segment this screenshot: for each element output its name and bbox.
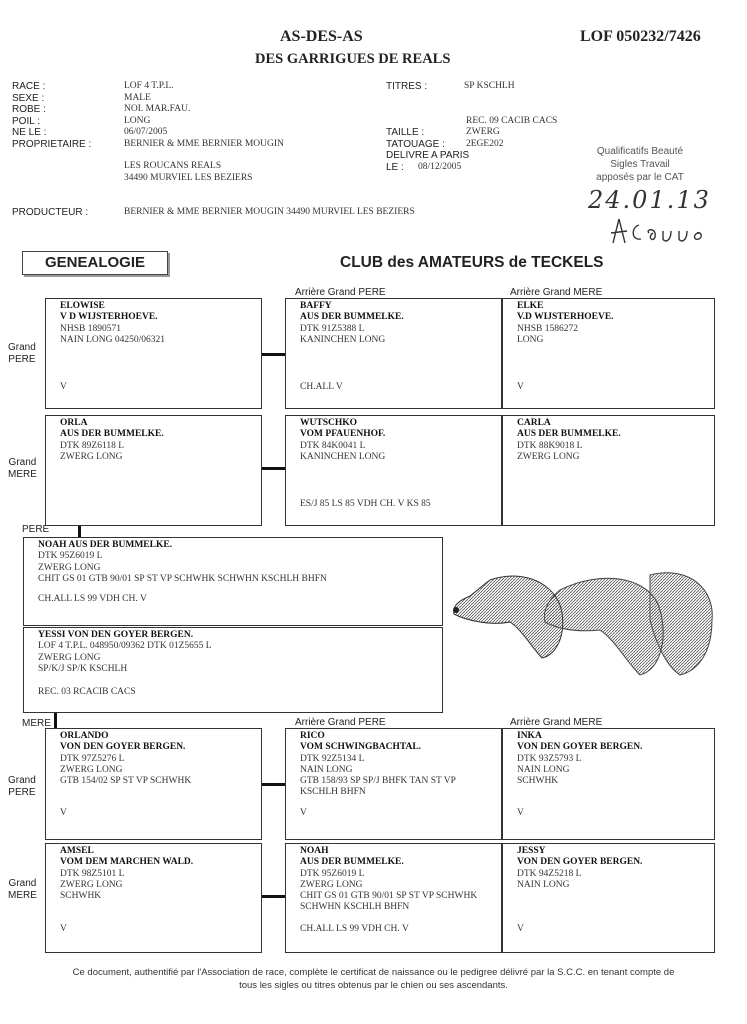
stamp-line: Sigles Travail: [610, 159, 670, 170]
dog-name-line: AUS DER BUMMELKE.: [517, 429, 621, 440]
label-sexe: SEXE :: [12, 92, 45, 104]
connector: [54, 713, 57, 729]
dog-titles-line: REC. 03 RCACIB CACS: [38, 687, 136, 697]
footer-line: tous les sigles ou titres obtenus par le chien ou ses ascendants.: [239, 980, 508, 991]
side-text: MERE: [8, 890, 37, 901]
pedigree-box-agp-3: [285, 728, 502, 840]
dog-detail-line: ZWERG LONG: [60, 879, 123, 890]
value-proprietaire: BERNIER & MME BERNIER MOUGIN: [124, 138, 284, 149]
dog-titles-line: V: [60, 924, 67, 934]
dog-name-line: INKA: [517, 731, 542, 741]
dog-detail-line: DTK 94Z5218 L: [517, 868, 582, 879]
pedigree-box-agp-4: [285, 843, 502, 953]
dog-detail-line: DTK 88K9018 L: [517, 440, 583, 451]
dog-affix: DES GARRIGUES DE REALS: [255, 51, 451, 67]
column-label-agm: Arrière Grand MERE: [510, 287, 603, 298]
dog-name-line: V.D WIJSTERHOEVE.: [517, 312, 614, 323]
address-line: 34490 MURVIEL LES BEZIERS: [124, 172, 253, 183]
dog-detail-line: DTK 93Z5793 L: [517, 753, 582, 764]
dachshund-heads-illustration: [450, 560, 725, 685]
side-text: MERE: [8, 469, 37, 480]
dog-detail-line: SCHWHN KSCHLH BHFN: [300, 902, 410, 913]
pedigree-box-agp-2: [285, 415, 502, 526]
dog-name-line: VON DEN GOYER BERGEN.: [60, 742, 186, 753]
dog-detail-line: ZWERG LONG: [38, 562, 101, 573]
dog-name: AS-DES-AS: [280, 28, 363, 45]
label-titres: TITRES :: [386, 81, 428, 92]
dog-detail-line: NAIN LONG: [517, 879, 570, 890]
pedigree-box-agm-3: [502, 728, 715, 840]
dog-name-line: AUS DER BUMMELKE.: [60, 429, 164, 440]
label-robe: ROBE :: [12, 104, 46, 115]
label-le: LE :: [386, 162, 404, 173]
label-producteur: PRODUCTEUR :: [12, 207, 89, 218]
dog-detail-line: LONG: [517, 334, 544, 345]
dog-detail-line: SCHWHK: [60, 891, 102, 902]
value-ne-le: 06/07/2005: [124, 127, 168, 137]
dog-titles-line: V: [517, 808, 524, 818]
identity-values: [124, 81, 284, 150]
label-ne-le: NE LE :: [12, 127, 47, 138]
pedigree-box-agm-1: [502, 298, 715, 409]
side-text: Grand: [8, 775, 36, 786]
address-line: LES ROUCANS REALS: [124, 161, 222, 171]
signature: [605, 215, 740, 247]
dog-name-line: ELKE: [517, 301, 544, 311]
dog-detail-line: LOF 4 T.P.L. 048950/09362 DTK 01Z5655 L: [38, 641, 212, 652]
footer-line: Ce document, authentifié par l'Association de race, complète le certificat de naissance ou le pedigree délivré par la S.C.C. en tenant compte de: [72, 967, 675, 978]
dog-titles-line: CH.ALL V: [300, 382, 343, 392]
stamp-line: Qualificatifs Beauté: [596, 146, 684, 157]
dog-detail-line: DTK 95Z6019 L: [300, 868, 365, 879]
pedigree-box-agp-1: [285, 298, 502, 409]
footer-note: [0, 966, 747, 992]
label-poil: POIL :: [12, 115, 40, 127]
side-text: PERE: [8, 354, 36, 365]
value-tatouage: 2EGE202: [466, 139, 504, 149]
dog-detail-line: SCHWHK: [517, 776, 559, 787]
side-label-grand-mere: [8, 457, 37, 481]
dog-detail-line: ZWERG LONG: [300, 879, 363, 890]
label-taille: TAILLE :: [386, 127, 425, 138]
dog-detail-line: ZWERG LONG: [38, 652, 101, 663]
connector: [262, 353, 285, 356]
value-poil: LONG: [124, 115, 151, 126]
label-proprietaire: PROPRIETAIRE :: [12, 138, 92, 150]
handwritten-date: 24.01.13: [588, 186, 711, 214]
dog-detail-line: GTB 154/02 SP ST VP SCHWHK: [60, 776, 192, 787]
dog-name-line: AUS DER BUMMELKE.: [300, 857, 404, 868]
dog-titles-line: ES/J 85 LS 85 VDH CH. V KS 85: [300, 499, 431, 509]
column-label-agm: Arrière Grand MERE: [510, 717, 603, 728]
identity-labels: [12, 81, 91, 150]
dog-detail-line: NHSB 1586272: [517, 323, 578, 334]
side-label-grand-mere: [8, 878, 37, 902]
side-text: Grand: [8, 457, 37, 468]
dog-name-line: WUTSCHKO: [300, 418, 358, 428]
dog-name-line: AMSEL: [60, 846, 94, 856]
dog-detail-line: NAIN LONG 04250/06321: [60, 334, 166, 345]
column-label-agp: Arrière Grand PERE: [295, 287, 386, 298]
dog-detail-line: DTK 95Z6019 L: [38, 551, 103, 562]
dog-name-line: JESSY: [517, 846, 546, 856]
pedigree-box-gm-pere: [45, 415, 262, 526]
dog-name-line: NOAH: [300, 846, 329, 856]
pedigree-box-agm-4: [502, 843, 715, 953]
dog-name-line: VOM PFAUENHOF.: [300, 429, 386, 440]
value-robe: NOI. MAR.FAU.: [124, 104, 191, 114]
dog-name-line: CARLA: [517, 418, 551, 428]
dog-titles-line: CH.ALL LS 99 VDH CH. V: [38, 594, 147, 604]
dog-detail-line: CHIT GS 01 GTB 90/01 SP ST VP SCHWHK SCHWHN KSCHLH BHFN: [38, 573, 327, 584]
dog-name-line: VOM DEM MARCHEN WALD.: [60, 857, 194, 868]
dog-detail-line: KANINCHEN LONG: [300, 334, 386, 345]
dog-name-line: BAFFY: [300, 301, 332, 311]
dog-name-line: VOM SCHWINGBACHTAL.: [300, 742, 422, 753]
dog-name-line: ORLANDO: [60, 731, 109, 741]
pedigree-box-gp-pere-pere: [45, 298, 262, 409]
dog-name-line: AUS DER BUMMELKE.: [300, 312, 404, 323]
side-text: Grand: [8, 878, 37, 889]
dog-detail-line: DTK 89Z6118 L: [60, 440, 125, 451]
dog-detail-line: NAIN LONG: [300, 764, 353, 775]
dog-detail-line: ZWERG LONG: [60, 764, 123, 775]
dog-detail-line: ZWERG LONG: [517, 451, 580, 462]
dog-titles-line: V: [517, 924, 524, 934]
connector: [262, 783, 285, 786]
stamp-line: apposés par le CAT: [596, 172, 684, 183]
dog-detail-line: NHSB 1890571: [60, 323, 121, 334]
dog-detail-line: DTK 98Z5101 L: [60, 868, 125, 879]
dog-name-line: RICO: [300, 731, 325, 741]
dog-titles-line: V: [300, 808, 307, 818]
pedigree-box-gm-mere: [45, 843, 262, 953]
value-race: LOF 4 T.P.L.: [124, 81, 174, 91]
parent-label-pere: PERE: [22, 524, 50, 535]
value-sexe: MALE: [124, 92, 151, 103]
dog-titles-line: CH.ALL LS 99 VDH CH. V: [300, 924, 409, 934]
club-title: CLUB des AMATEURS de TECKELS: [340, 254, 604, 271]
cat-stamp: [585, 145, 695, 184]
delivre: DELIVRE A PARIS: [386, 150, 470, 161]
dog-name-line: YESSI VON DEN GOYER BERGEN.: [38, 630, 194, 640]
dog-detail-line: DTK 84K0041 L: [300, 440, 366, 451]
side-label-grand-pere: [8, 342, 36, 366]
column-label-agp: Arrière Grand PERE: [295, 717, 386, 728]
dog-name-line: VON DEN GOYER BERGEN.: [517, 742, 643, 753]
dog-name-line: VON DEN GOYER BERGEN.: [517, 857, 643, 868]
dog-detail-line: CHIT GS 01 GTB 90/01 SP ST VP SCHWHK: [300, 891, 478, 902]
pedigree-box-mere: [23, 627, 443, 713]
dog-name-line: ELOWISE: [60, 301, 105, 311]
dog-detail-line: SP/K/J SP/K KSCHLH: [38, 663, 128, 674]
value-titres: SP KSCHLH: [464, 81, 515, 91]
value-le: 08/12/2005: [418, 162, 462, 172]
side-text: Grand: [8, 342, 36, 353]
dog-titles-line: V: [60, 382, 67, 392]
connector: [262, 467, 285, 470]
label-race: RACE :: [12, 81, 46, 92]
owner-address: [124, 161, 252, 184]
pedigree-box-agm-2: [502, 415, 715, 526]
value-taille: ZWERG: [466, 127, 500, 137]
lof-number: LOF 050232/7426: [580, 28, 701, 45]
dog-detail-line: DTK 91Z5388 L: [300, 323, 365, 334]
dog-name-line: V D WIJSTERHOEVE.: [60, 312, 158, 323]
dog-name-line: ORLA: [60, 418, 88, 428]
connector: [262, 895, 285, 898]
dog-detail-line: DTK 97Z5276 L: [60, 753, 125, 764]
dog-detail-line: DTK 92Z5134 L: [300, 753, 365, 764]
dog-detail-line: GTB 158/93 SP SP/J BHFK TAN ST VP: [300, 776, 456, 787]
dog-detail-line: KANINCHEN LONG: [300, 451, 386, 462]
dog-titles-line: V: [60, 808, 67, 818]
side-label-grand-pere: [8, 775, 36, 799]
dog-detail-line: ZWERG LONG: [60, 451, 123, 462]
genealogie-title: GENEALOGIE: [22, 251, 168, 275]
dog-titles-line: V: [517, 382, 524, 392]
label-tatouage: TATOUAGE :: [386, 139, 445, 150]
value-producteur: BERNIER & MME BERNIER MOUGIN 34490 MURVIEL LES BEZIERS: [124, 207, 415, 217]
pedigree-box-pere: [23, 537, 443, 626]
dog-detail-line: KSCHLH BHFN: [300, 787, 366, 798]
pedigree-box-gp-mere: [45, 728, 262, 840]
dog-name-line: NOAH AUS DER BUMMELKE.: [38, 540, 173, 550]
value-rec: REC. 09 CACIB CACS: [466, 116, 558, 126]
side-text: PERE: [8, 787, 36, 798]
dog-detail-line: NAIN LONG: [517, 764, 570, 775]
parent-label-mere: MERE: [22, 718, 51, 729]
